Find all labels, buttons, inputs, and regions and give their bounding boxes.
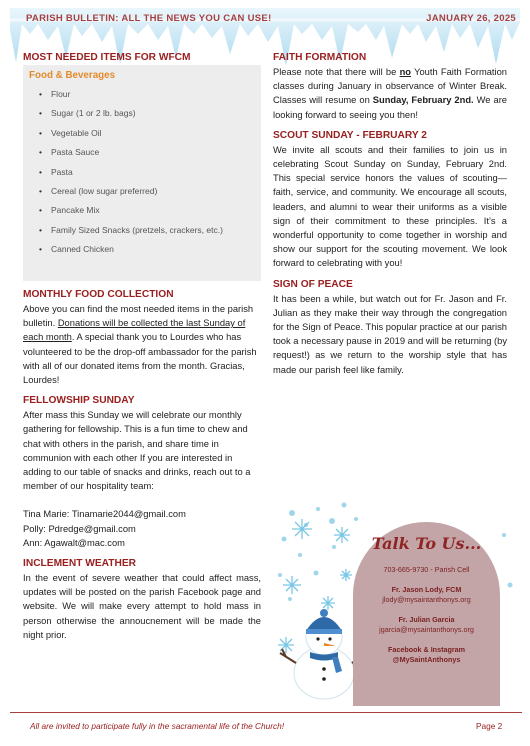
fellowship-contacts [23,507,261,550]
faith-formation-text [273,65,507,122]
weather-heading: INCLEMENT WEATHER [23,558,136,570]
sign-of-peace-text: It has been a while, but watch out for Fr. Jason and Fr. Julian as they make their way through the congregation for the Sign of Peace. This popular practice at our parish took a necessary pause in 2019 and will be returning (by request!) as we return to the worship style that has made our parish feel like family. [273,293,507,375]
needed-items-list [29,85,255,260]
list-item: • Pasta Sauce [39,143,255,162]
food-collection-deadline: Donations will be collected the last Sunday of each month [23,318,246,343]
food-collection-text-part: . A special thank you to Lourdes who has volunteered to be the drop-off ambassador for the parish with all of our donated items from the month. Gracias, Lourdes! [23,332,257,386]
priest1-name: Fr. Jason Lody, FCM [391,584,462,594]
contact-title: Talk To Us... [371,534,482,553]
priest2-email[interactable]: jgarcia@mysaintanthonys.org [379,625,474,634]
contact-line: Polly: Pdredge@gmail.com [23,523,136,534]
priest1-email[interactable]: jlody@mysaintanthonys.org [382,595,471,604]
priest2-name: Fr. Julian Garcia [398,614,455,624]
list-item: • Vegetable Oil [39,124,255,143]
footer-tagline: All are invited to participate fully in the sacramental life of the Church! [30,721,285,731]
contact-line: Tina Marie: Tinamarie2044@gmail.com [23,509,186,520]
bulletin-date: JANUARY 26, 2025 [426,13,516,24]
contact-card [353,522,500,706]
faith-text-part: Please note that there will be [273,67,400,77]
list-item: • Flour [39,85,255,104]
scout-sunday-heading: SCOUT SUNDAY - FEBRUARY 2 [273,129,427,141]
list-item: • Pancake Mix [39,201,255,220]
sign-of-peace-heading: SIGN OF PEACE [273,278,353,290]
faith-text-part: Youth Faith Formation classes during January in observance of Winter Break. Classes will resume on [273,67,507,106]
social-label: Facebook & Instagram [387,644,466,654]
left-column [23,52,261,642]
food-collection-text [23,302,261,387]
faith-text-no: no [399,67,411,77]
faith-text-part: We are looking forward to seeing you then! [273,95,507,120]
list-item: • Cereal (low sugar preferred) [39,182,255,201]
faith-resume-date: Sunday, February 2nd. [372,95,474,106]
bulletin-title: PARISH BULLETIN: ALL THE NEWS YOU CAN USE! [26,13,272,24]
food-collection-text-part: Above you can find the most needed items in the parish bulletin. [23,304,254,329]
list-item: • Family Sized Snacks (pretzels, crackers, etc.) [39,221,255,240]
needed-items-subheading: Food & Beverages [29,70,116,81]
needed-items-heading: MOST NEEDED ITEMS FOR WFCM [23,52,191,63]
right-column [273,52,507,377]
needed-items-box [23,65,261,281]
parish-phone[interactable]: 703-665-9730 - Parish Cell [383,565,470,574]
footer-divider [10,712,522,713]
weather-text: In the event of severe weather that could affect mass, updates will be posted on the parish Facebook page and website. We will make every attempt to hold mass in person otherwise the annoucnement will be made the night prior. [23,573,261,640]
social-handle[interactable]: @MySaintAnthonys [392,655,461,664]
food-collection-heading: MONTHLY FOOD COLLECTION [23,289,174,300]
fellowship-text: After mass this Sunday we will celebrate our monthly gathering for fellowship. This is a fun time to chew and chat with others in the parish, and share time in communion with each other If you are interested in adding to our table of snacks and drinks, reach out to a member of our hospitality team: [23,410,251,492]
list-item: • Sugar (1 or 2 lb. bags) [39,104,255,123]
list-item: • Pasta [39,163,255,182]
list-item: • Canned Chicken [39,240,255,259]
fellowship-heading: FELLOWSHIP SUNDAY [23,395,135,407]
page-number: Page 2 [476,721,503,731]
scout-sunday-text: We invite all scouts and their families to join us in celebrating Scout Sunday on Sunday, February 2nd. This special service honors the values of scouting—faith, service, and community. We encourage all scouts, leaders, and alumni to wear their uniforms as a visible sign of their commitment to these principles. It’s a wonderful opportunity to come together in worship and show our support for the scouting movement. We look forward to celebrating with you! [273,144,507,269]
faith-formation-heading: FAITH FORMATION [273,52,367,63]
contact-line: Ann: Agawalt@mac.com [23,537,125,548]
